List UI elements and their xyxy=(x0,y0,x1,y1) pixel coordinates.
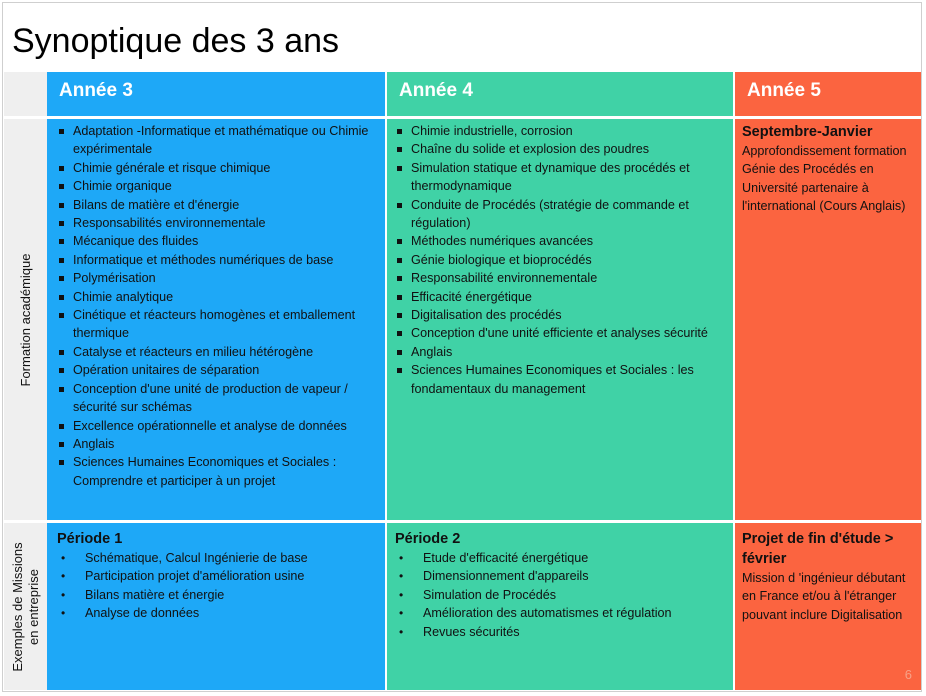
missions-year4-heading: Période 2 xyxy=(395,531,461,547)
list-item: Conception d'une unité de production de vapeur / sécurité sur schémas xyxy=(57,380,373,417)
list-item: Anglais xyxy=(57,435,373,453)
academic-year5-heading: Septembre-Janvier xyxy=(742,124,873,140)
page-number: 6 xyxy=(904,667,912,682)
academic-year4-cell xyxy=(387,119,733,520)
list-item: Efficacité énergétique xyxy=(395,288,723,306)
list-item: • Etude d'efficacité énergétique xyxy=(395,549,723,567)
list-item: Chimie industrielle, corrosion xyxy=(395,122,723,140)
missions-year5-text: Mission d 'ingénieur débutant en France et/ou à l'étranger pouvant inclure Digitalisation xyxy=(742,571,906,622)
missions-year5-heading: Projet de fin d'étude > février xyxy=(742,531,894,567)
missions-year3-heading: Période 1 xyxy=(57,531,123,547)
list-item: Sciences Humaines Economiques et Sociales : Comprendre et participer à un projet xyxy=(57,453,373,490)
list-item: Méthodes numériques avancées xyxy=(395,232,723,250)
row-label-academic-text: Formation académique xyxy=(17,253,33,386)
list-item: Chimie organique xyxy=(57,177,373,195)
missions-year3-list xyxy=(57,549,373,623)
list-item: Adaptation -Informatique et mathématique ou Chimie expérimentale xyxy=(57,122,373,159)
list-item: Digitalisation des procédés xyxy=(395,306,723,324)
list-item: Opération unitaires de séparation xyxy=(57,361,373,379)
row-label-missions-text xyxy=(10,542,42,671)
academic-year3-list xyxy=(57,122,373,490)
academic-year4-list xyxy=(395,122,723,398)
list-item: Anglais xyxy=(395,343,723,361)
academic-year5-text: Approfondissement formation Génie des Procédés en Université partenaire à l'international (Cours Anglais) xyxy=(742,144,907,214)
header-year4: Année 4 xyxy=(387,72,733,116)
academic-year5-cell xyxy=(735,119,921,520)
list-item: • Participation projet d'amélioration usine xyxy=(57,567,373,585)
row-label-academic xyxy=(4,119,47,520)
list-item: Sciences Humaines Economiques et Sociales : les fondamentaux du management xyxy=(395,361,723,398)
list-item: Responsabilité environnementale xyxy=(395,269,723,287)
row-label-missions-line1: Exemples de Missions xyxy=(9,541,25,672)
list-item: Catalyse et réacteurs en milieu hétérogène xyxy=(57,343,373,361)
missions-year4-cell xyxy=(387,523,733,690)
missions-year4-list xyxy=(395,549,723,641)
row-label-missions xyxy=(4,523,47,690)
list-item: Excellence opérationnelle et analyse de données xyxy=(57,417,373,435)
missions-year5-cell xyxy=(735,523,921,690)
list-item: • Schématique, Calcul Ingénierie de base xyxy=(57,549,373,567)
list-item: Responsabilités environnementale xyxy=(57,214,373,232)
list-item: • Simulation de Procédés xyxy=(395,586,723,604)
list-item: Informatique et méthodes numériques de base xyxy=(57,251,373,269)
list-item: • Bilans matière et énergie xyxy=(57,586,373,604)
row-label-missions-line2: en entreprise xyxy=(25,568,41,645)
header-year3: Année 3 xyxy=(47,72,385,116)
list-item: • Revues sécurités xyxy=(395,623,723,641)
list-item: Polymérisation xyxy=(57,269,373,287)
list-item: Chimie générale et risque chimique xyxy=(57,159,373,177)
list-item: Cinétique et réacteurs homogènes et emballement thermique xyxy=(57,306,373,343)
list-item: Génie biologique et bioprocédés xyxy=(395,251,723,269)
academic-year3-cell xyxy=(47,119,385,520)
list-item: Conception d'une unité efficiente et analyses sécurité xyxy=(395,324,723,342)
list-item: • Amélioration des automatismes et régulation xyxy=(395,604,723,622)
list-item: Mécanique des fluides xyxy=(57,232,373,250)
header-year5: Année 5 xyxy=(735,72,921,116)
list-item: Conduite de Procédés (stratégie de commande et régulation) xyxy=(395,196,723,233)
list-item: • Dimensionnement d'appareils xyxy=(395,567,723,585)
list-item: Bilans de matière et d'énergie xyxy=(57,196,373,214)
header-corner xyxy=(4,72,47,116)
list-item: Simulation statique et dynamique des procédés et thermodynamique xyxy=(395,159,723,196)
list-item: Chimie analytique xyxy=(57,288,373,306)
list-item: • Analyse de données xyxy=(57,604,373,622)
page-title: Synoptique des 3 ans xyxy=(12,22,340,60)
list-item: Chaîne du solide et explosion des poudres xyxy=(395,140,723,158)
missions-year3-cell xyxy=(47,523,385,690)
